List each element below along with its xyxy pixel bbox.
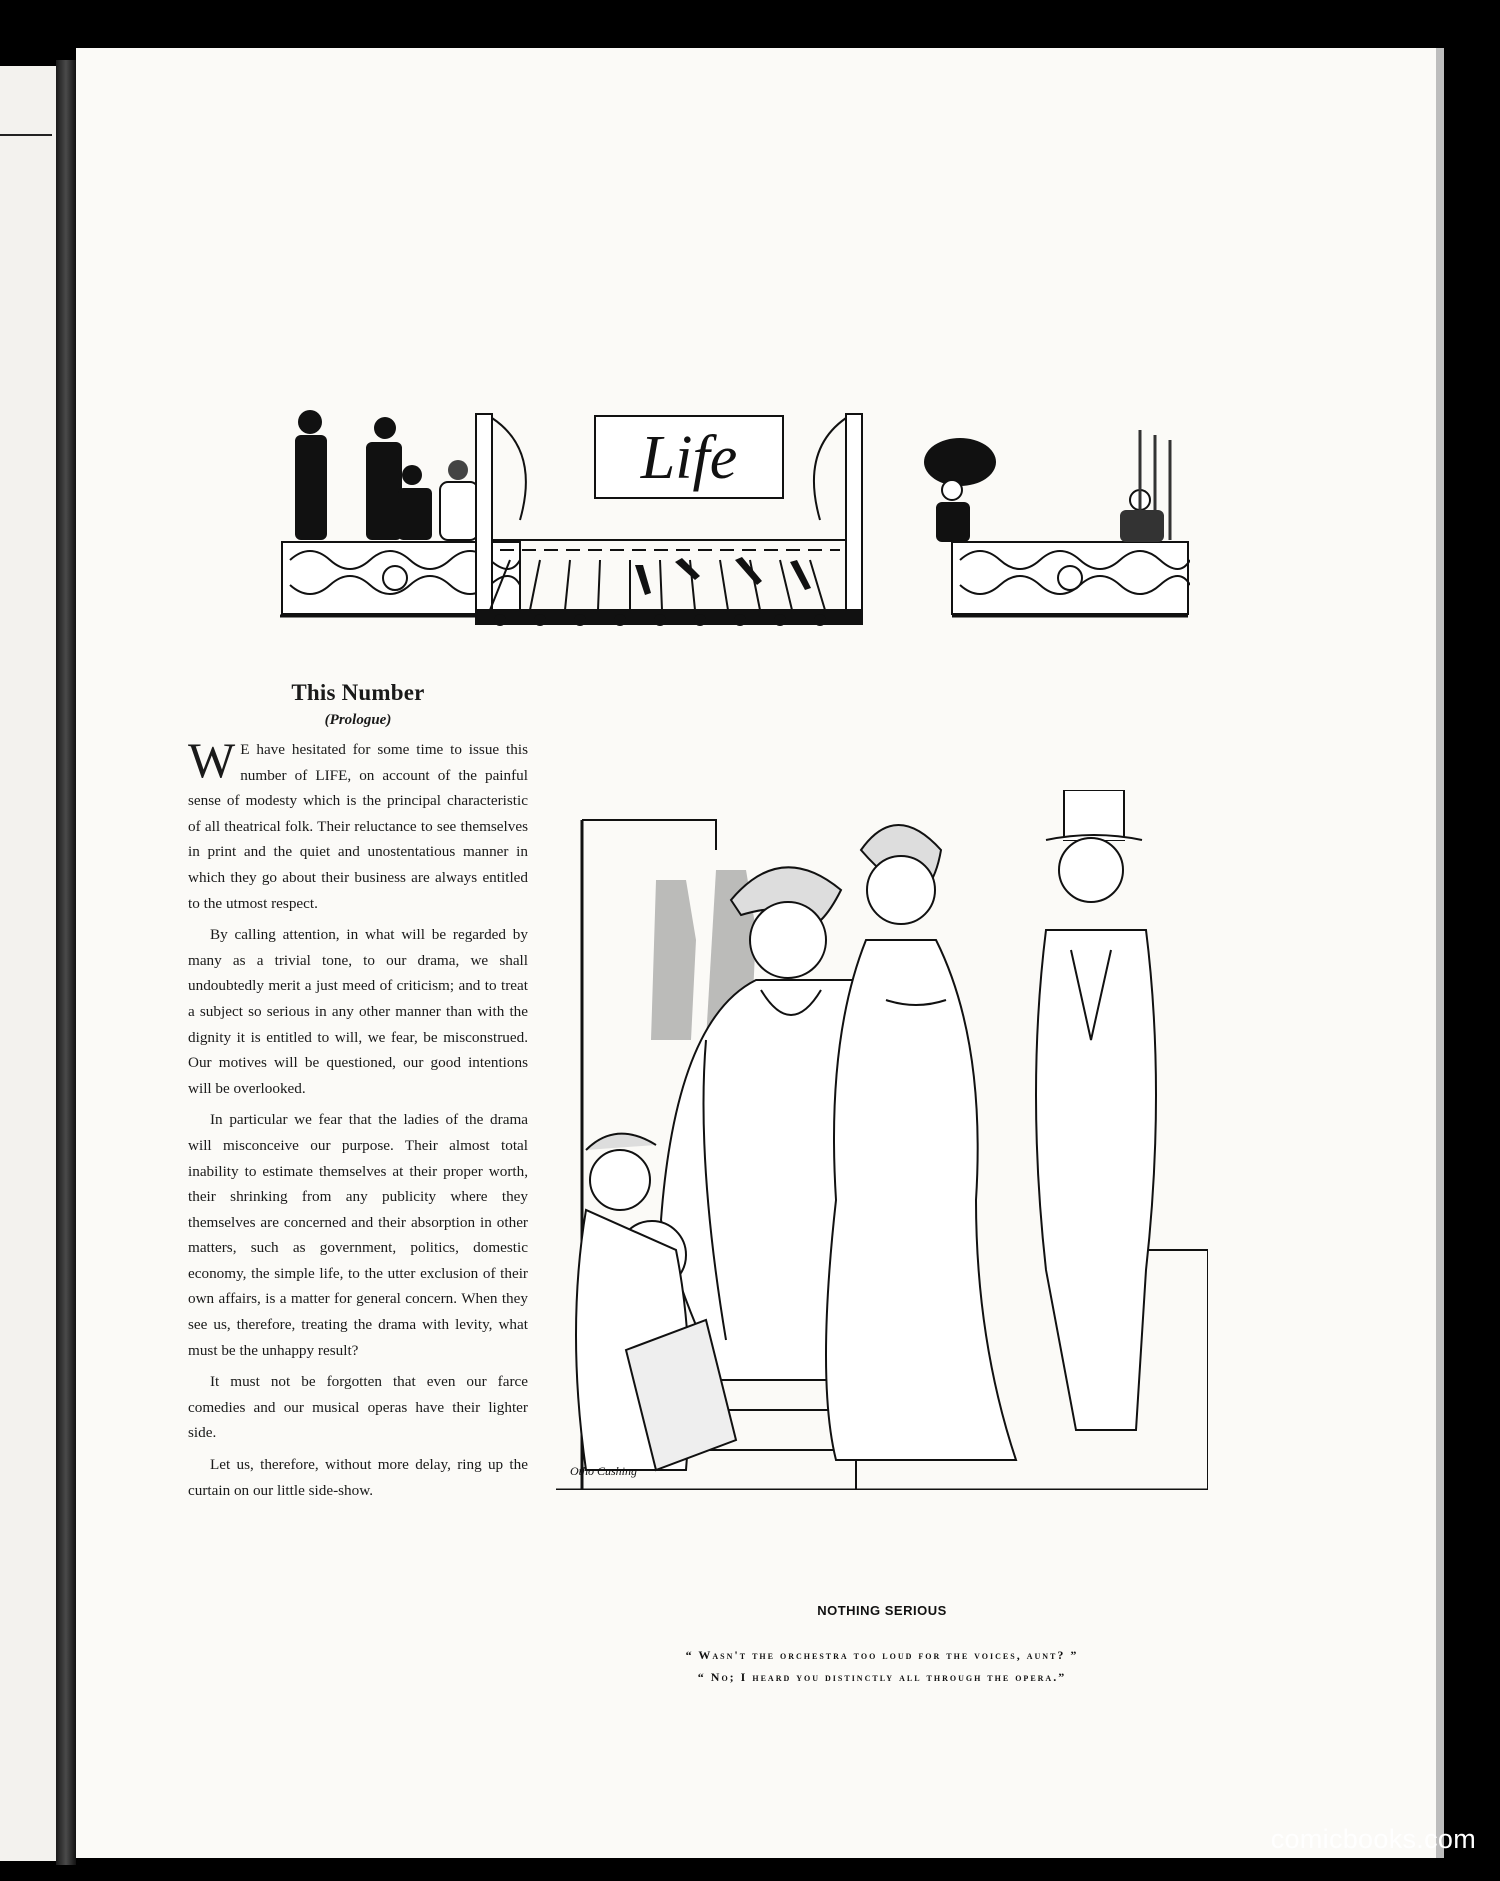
article-paragraph: It must not be forgotten that even our farce comedies and our musical operas have their lighter side. xyxy=(188,1373,528,1442)
cartoon-illustration xyxy=(556,790,1208,1490)
cartoon-caption-title: NOTHING SERIOUS xyxy=(817,1603,947,1618)
right-box-audience xyxy=(924,430,1170,542)
facing-page-edge xyxy=(0,66,60,1861)
article-paragraph: W E have hesitated for some time to issue this number of LIFE, on account of the painful sense of modesty which is the principal characteristic of all theatrical folk. Their reluctance to see themselves in print and the quiet and unostentatious manner in which they go about their business are always entitled to the utmost respect. xyxy=(188,732,528,912)
cartoon-caption-line: “ Wasn't the orchestra too loud for the voices, aunt? ” xyxy=(685,1648,1079,1662)
watermark: comicbooks.com xyxy=(1270,1824,1476,1854)
right-theater-box xyxy=(952,542,1190,616)
page-edge xyxy=(1436,48,1444,1858)
life-logo: Life xyxy=(640,424,738,492)
book-spine xyxy=(56,60,76,1865)
drop-cap: W xyxy=(188,732,236,788)
article-column xyxy=(188,680,528,1509)
cartoon-caption-line: “ No; I heard you distinctly all through the opera.” xyxy=(697,1670,1067,1684)
masthead-illustration xyxy=(280,410,1190,630)
article-paragraph: Let us, therefore, without more delay, ring up the curtain on our little side-show. xyxy=(188,1456,528,1499)
facing-page-rule xyxy=(0,134,52,136)
article-paragraph: In particular we fear that the ladies of the drama will misconceive our purpose. Their almost total inability to estimate themselves at their proper worth, their shrinking from any publicity where they themselves are concerned and their absorption in other matters, such as government, politics, domestic economy, the simple life, to the utter exclusion of their own affairs, is a matter for general concern. When they see us, therefore, treating the drama with levity, what must be the unhappy result? xyxy=(188,1111,528,1359)
stage-footlights xyxy=(494,614,826,626)
left-box-audience xyxy=(295,410,478,540)
article-subtitle: (Prologue) xyxy=(324,712,392,728)
article-paragraph: By calling attention, in what will be regarded by many as a trivial tone, to our drama, we shall undoubtedly merit a just meed of criticism; and to treat a subject so serious in any other manner than with the dignity it is entitled to will, we fear, be misconstrued. Our motives will be questioned, our good intentions will be overlooked. xyxy=(188,926,528,1097)
artist-signature: Otho Cushing xyxy=(570,1464,638,1478)
gentleman-top-hat xyxy=(1036,790,1156,1430)
young-woman xyxy=(826,825,1016,1460)
article-title: This Number xyxy=(291,680,425,705)
